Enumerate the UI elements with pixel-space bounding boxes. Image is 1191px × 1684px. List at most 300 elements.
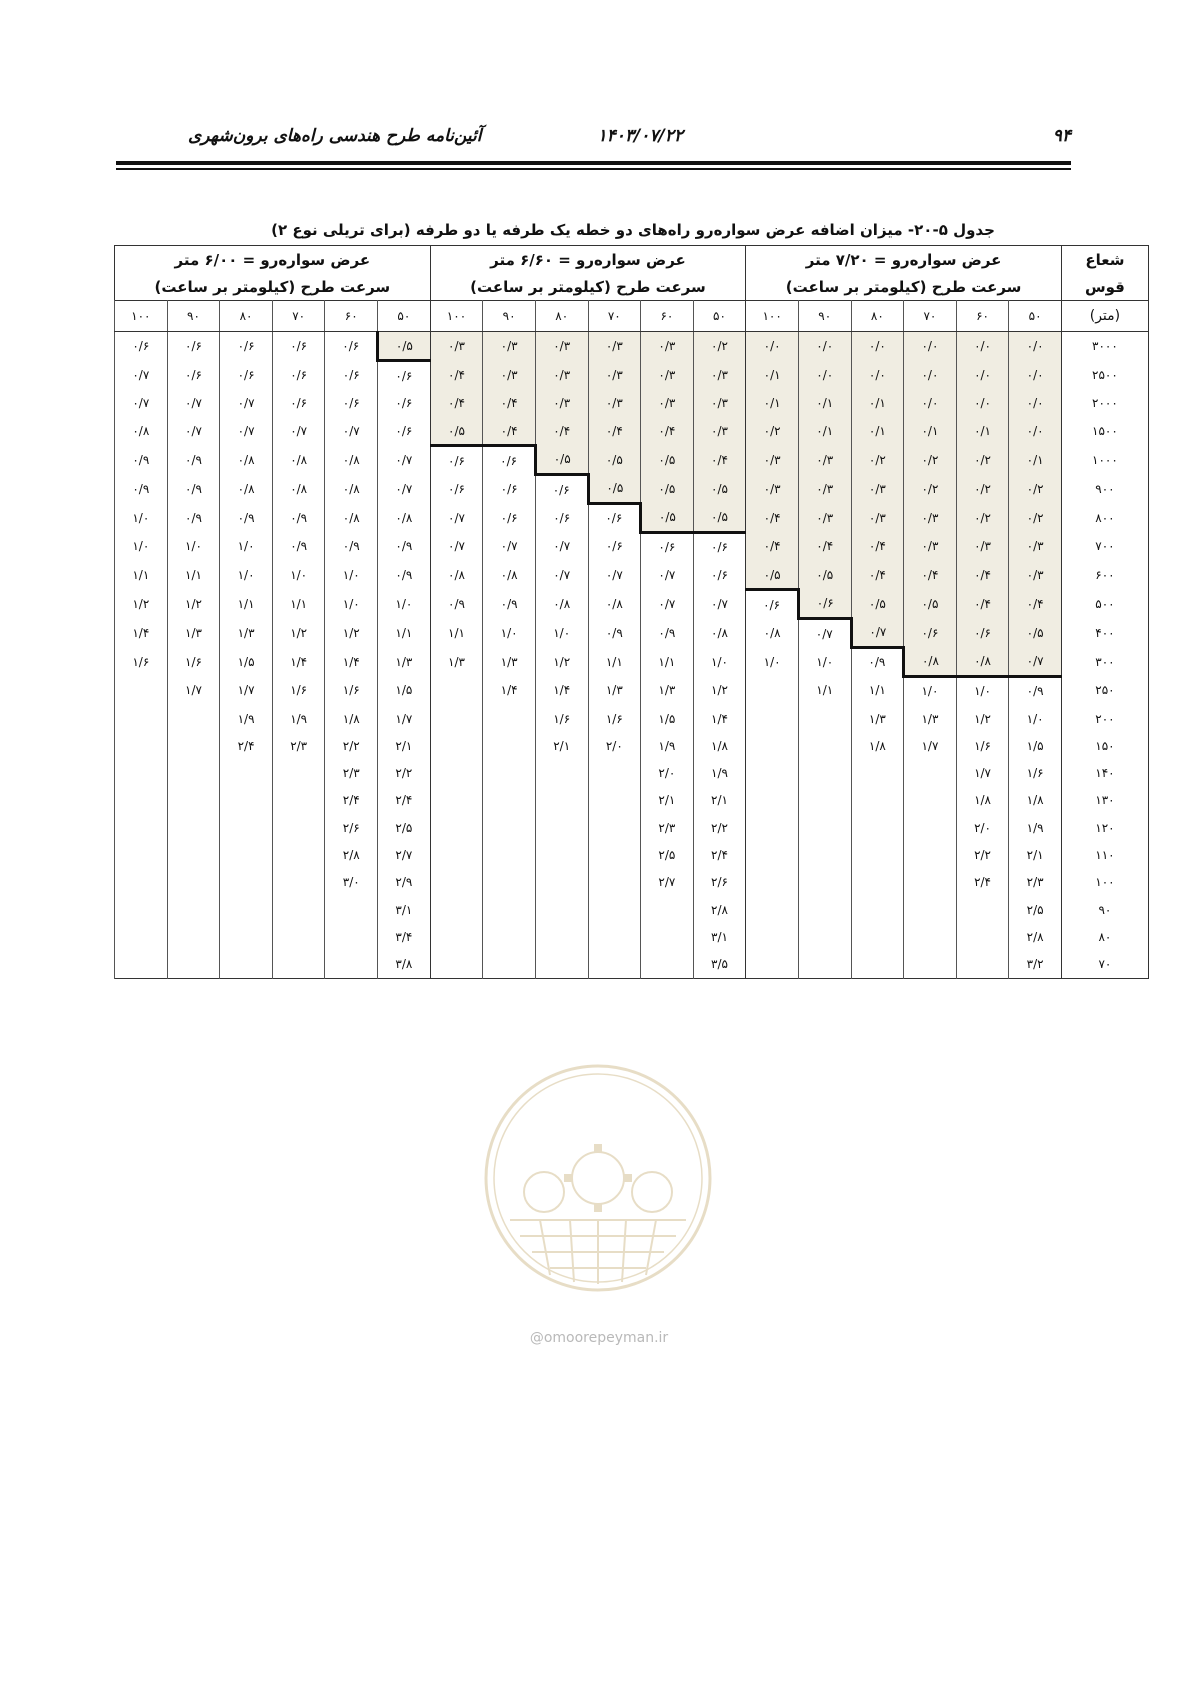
value-cell: ۲/۰ <box>588 732 641 759</box>
value-cell: ۰/۶ <box>798 590 851 619</box>
value-cell <box>167 869 220 896</box>
value-cell: ۳/۵ <box>693 951 746 979</box>
value-cell <box>904 923 957 950</box>
value-cell <box>430 759 483 786</box>
value-cell <box>588 759 641 786</box>
value-cell <box>588 869 641 896</box>
value-cell: ۰/۳ <box>1009 532 1062 561</box>
value-cell: ۲/۵ <box>378 814 431 841</box>
value-cell <box>904 951 957 979</box>
value-cell <box>430 841 483 868</box>
value-cell <box>430 814 483 841</box>
radius-cell: ۱۳۰ <box>1061 787 1148 814</box>
value-cell <box>272 869 325 896</box>
value-cell: ۱/۶ <box>167 647 220 676</box>
value-cell <box>167 759 220 786</box>
speed-header: ۵۰ <box>378 301 431 332</box>
value-cell <box>588 923 641 950</box>
value-cell: ۰/۴ <box>430 390 483 417</box>
value-cell: ۰/۳ <box>535 361 588 390</box>
value-cell <box>904 787 957 814</box>
value-cell <box>272 841 325 868</box>
value-cell <box>851 759 904 786</box>
value-cell: ۱/۰ <box>693 647 746 676</box>
value-cell: ۱/۳ <box>378 647 431 676</box>
value-cell: ۱/۳ <box>167 618 220 647</box>
value-cell: ۰/۷ <box>641 590 694 619</box>
value-cell: ۱/۴ <box>272 647 325 676</box>
value-cell: ۰/۶ <box>483 446 536 475</box>
value-cell: ۰/۶ <box>746 590 799 619</box>
radius-cell: ۷۰۰ <box>1061 532 1148 561</box>
value-cell: ۰/۳ <box>588 390 641 417</box>
value-cell: ۱/۰ <box>325 590 378 619</box>
value-cell: ۰/۳ <box>956 532 1009 561</box>
value-cell <box>430 869 483 896</box>
value-cell <box>746 705 799 732</box>
value-cell: ۰/۳ <box>430 332 483 361</box>
value-cell: ۰/۷ <box>272 417 325 446</box>
value-cell <box>167 923 220 950</box>
radius-cell: ۱۴۰ <box>1061 759 1148 786</box>
value-cell: ۰/۷ <box>115 390 168 417</box>
value-cell: ۲/۷ <box>641 869 694 896</box>
value-cell: ۰/۷ <box>798 618 851 647</box>
table-row <box>115 732 1149 759</box>
value-cell: ۰/۹ <box>588 618 641 647</box>
value-cell: ۰/۵ <box>904 590 957 619</box>
value-cell: ۰/۴ <box>1009 590 1062 619</box>
value-cell: ۱/۷ <box>220 676 273 705</box>
value-cell: ۰/۰ <box>904 361 957 390</box>
value-cell: ۱/۰ <box>115 532 168 561</box>
value-cell <box>904 869 957 896</box>
value-cell: ۱/۳ <box>904 705 957 732</box>
value-cell: ۰/۳ <box>588 361 641 390</box>
value-cell <box>167 814 220 841</box>
value-cell <box>167 705 220 732</box>
value-cell: ۰/۶ <box>272 390 325 417</box>
value-cell: ۱/۴ <box>115 618 168 647</box>
value-cell: ۰/۸ <box>430 561 483 590</box>
value-cell: ۱/۹ <box>1009 814 1062 841</box>
table-row <box>115 332 1149 361</box>
value-cell <box>904 814 957 841</box>
value-cell <box>167 732 220 759</box>
radius-cell: ۱۰۰۰ <box>1061 446 1148 475</box>
value-cell: ۰/۵ <box>693 503 746 532</box>
value-cell: ۰/۵ <box>641 503 694 532</box>
radius-cell: ۱۵۰ <box>1061 732 1148 759</box>
group-title-6-60: عرض سواره‌رو = ۶/۶۰ متر <box>430 246 746 274</box>
radius-cell: ۱۵۰۰ <box>1061 417 1148 446</box>
value-cell <box>430 676 483 705</box>
value-cell: ۱/۸ <box>1009 787 1062 814</box>
radius-cell: ۴۰۰ <box>1061 618 1148 647</box>
value-cell: ۰/۴ <box>535 417 588 446</box>
watermark-url: @omoorepeyman.ir <box>529 1330 669 1346</box>
radius-cell: ۱۱۰ <box>1061 841 1148 868</box>
value-cell: ۰/۹ <box>115 474 168 503</box>
value-cell: ۱/۳ <box>588 676 641 705</box>
value-cell <box>430 951 483 979</box>
value-cell: ۱/۸ <box>325 705 378 732</box>
value-cell: ۲/۷ <box>378 841 431 868</box>
radius-cell: ۱۲۰ <box>1061 814 1148 841</box>
value-cell: ۰/۷ <box>115 361 168 390</box>
value-cell: ۰/۵ <box>746 561 799 590</box>
value-cell <box>220 951 273 979</box>
value-cell: ۱/۰ <box>325 561 378 590</box>
speed-header: ۹۰ <box>167 301 220 332</box>
value-cell: ۰/۷ <box>641 561 694 590</box>
value-cell: ۲/۸ <box>693 896 746 923</box>
value-cell <box>798 759 851 786</box>
value-cell: ۱/۸ <box>956 787 1009 814</box>
value-cell: ۱/۶ <box>535 705 588 732</box>
value-cell: ۰/۸ <box>325 474 378 503</box>
value-cell <box>535 896 588 923</box>
value-cell <box>851 896 904 923</box>
radius-cell: ۶۰۰ <box>1061 561 1148 590</box>
group-subtitle-6-60: سرعت طرح (کیلومتر بر ساعت) <box>430 273 746 301</box>
value-cell: ۰/۳ <box>904 503 957 532</box>
value-cell <box>535 951 588 979</box>
value-cell <box>588 951 641 979</box>
value-cell: ۱/۱ <box>378 618 431 647</box>
value-cell: ۰/۰ <box>1009 361 1062 390</box>
value-cell: ۰/۶ <box>641 532 694 561</box>
value-cell <box>167 951 220 979</box>
value-cell: ۰/۶ <box>220 332 273 361</box>
value-cell: ۱/۲ <box>272 618 325 647</box>
document-title: آئین‌نامه طرح هندسی راه‌های برون‌شهری <box>188 126 482 146</box>
value-cell: ۰/۰ <box>956 332 1009 361</box>
value-cell: ۱/۲ <box>693 676 746 705</box>
value-cell: ۰/۳ <box>1009 561 1062 590</box>
value-cell <box>115 869 168 896</box>
value-cell: ۳/۸ <box>378 951 431 979</box>
value-cell: ۰/۹ <box>272 503 325 532</box>
value-cell: ۰/۶ <box>167 361 220 390</box>
table-row <box>115 618 1149 647</box>
value-cell: ۱/۸ <box>693 732 746 759</box>
value-cell <box>956 896 1009 923</box>
value-cell: ۱/۰ <box>167 532 220 561</box>
table-row <box>115 474 1149 503</box>
widening-table <box>114 245 1149 979</box>
value-cell <box>641 951 694 979</box>
value-cell: ۰/۷ <box>378 474 431 503</box>
value-cell <box>798 869 851 896</box>
value-cell <box>483 787 536 814</box>
value-cell: ۲/۰ <box>641 759 694 786</box>
value-cell <box>483 923 536 950</box>
value-cell: ۱/۰ <box>956 676 1009 705</box>
value-cell <box>588 787 641 814</box>
value-cell: ۰/۰ <box>746 332 799 361</box>
value-cell: ۰/۴ <box>798 532 851 561</box>
value-cell <box>798 951 851 979</box>
value-cell: ۰/۳ <box>535 390 588 417</box>
value-cell: ۰/۰ <box>1009 390 1062 417</box>
value-cell: ۰/۰ <box>851 332 904 361</box>
value-cell: ۱/۷ <box>167 676 220 705</box>
value-cell: ۰/۸ <box>325 446 378 475</box>
table-row <box>115 759 1149 786</box>
value-cell: ۰/۹ <box>851 647 904 676</box>
value-cell: ۰/۷ <box>588 561 641 590</box>
value-cell <box>746 841 799 868</box>
value-cell: ۱/۴ <box>535 676 588 705</box>
value-cell <box>798 787 851 814</box>
value-cell <box>483 869 536 896</box>
radius-cell: ۸۰ <box>1061 923 1148 950</box>
value-cell: ۲/۲ <box>956 841 1009 868</box>
value-cell: ۰/۱ <box>956 417 1009 446</box>
value-cell: ۱/۷ <box>904 732 957 759</box>
value-cell <box>430 896 483 923</box>
value-cell: ۰/۸ <box>483 561 536 590</box>
value-cell: ۱/۴ <box>483 676 536 705</box>
value-cell <box>851 869 904 896</box>
speed-header: ۶۰ <box>956 301 1009 332</box>
value-cell: ۰/۹ <box>167 474 220 503</box>
value-cell: ۲/۴ <box>693 841 746 868</box>
value-cell: ۱/۱ <box>430 618 483 647</box>
value-cell <box>325 896 378 923</box>
value-cell: ۲/۹ <box>378 869 431 896</box>
value-cell: ۰/۵ <box>641 446 694 475</box>
value-cell: ۰/۹ <box>220 503 273 532</box>
value-cell: ۰/۶ <box>325 332 378 361</box>
value-cell <box>115 787 168 814</box>
value-cell: ۰/۶ <box>588 503 641 532</box>
value-cell: ۰/۶ <box>167 332 220 361</box>
value-cell: ۰/۳ <box>693 361 746 390</box>
value-cell <box>167 841 220 868</box>
value-cell <box>798 814 851 841</box>
value-cell: ۰/۵ <box>588 474 641 503</box>
table-row <box>115 417 1149 446</box>
value-cell: ۰/۹ <box>115 446 168 475</box>
value-cell: ۰/۳ <box>641 390 694 417</box>
value-cell: ۰/۱ <box>851 390 904 417</box>
value-cell: ۱/۶ <box>588 705 641 732</box>
value-cell <box>535 814 588 841</box>
header-rule-thin <box>116 168 1071 170</box>
speed-header: ۱۰۰ <box>430 301 483 332</box>
value-cell: ۰/۳ <box>904 532 957 561</box>
value-cell: ۰/۷ <box>220 390 273 417</box>
table-row <box>115 787 1149 814</box>
value-cell <box>483 951 536 979</box>
value-cell: ۰/۹ <box>483 590 536 619</box>
value-cell: ۰/۵ <box>588 446 641 475</box>
value-cell: ۰/۷ <box>378 446 431 475</box>
value-cell: ۰/۹ <box>167 503 220 532</box>
value-cell: ۱/۲ <box>167 590 220 619</box>
value-cell: ۰/۴ <box>641 417 694 446</box>
value-cell: ۰/۵ <box>693 474 746 503</box>
radius-header-line2: قوس <box>1061 273 1148 301</box>
radius-cell: ۵۰۰ <box>1061 590 1148 619</box>
value-cell: ۰/۶ <box>430 474 483 503</box>
value-cell: ۳/۴ <box>378 923 431 950</box>
table-row <box>115 814 1149 841</box>
value-cell: ۱/۹ <box>641 732 694 759</box>
radius-cell: ۳۰۰۰ <box>1061 332 1148 361</box>
value-cell <box>851 923 904 950</box>
value-cell: ۰/۵ <box>535 446 588 475</box>
value-cell: ۰/۳ <box>746 446 799 475</box>
value-cell <box>588 814 641 841</box>
value-cell: ۰/۶ <box>693 532 746 561</box>
value-cell: ۰/۶ <box>904 618 957 647</box>
value-cell <box>430 787 483 814</box>
value-cell: ۲/۴ <box>956 869 1009 896</box>
value-cell <box>430 732 483 759</box>
radius-cell: ۲۰۰ <box>1061 705 1148 732</box>
speed-header: ۶۰ <box>641 301 694 332</box>
value-cell <box>746 923 799 950</box>
value-cell <box>115 951 168 979</box>
radius-header-unit: (متر) <box>1061 301 1148 332</box>
table-caption: جدول ۵-۲۰- میزان اضافه عرض سواره‌رو راه‌های دو خطه یک طرفه یا دو طرفه (برای تریلی نوع ۲) <box>271 221 995 239</box>
value-cell: ۰/۴ <box>588 417 641 446</box>
value-cell <box>588 841 641 868</box>
value-cell <box>115 676 168 705</box>
value-cell <box>272 787 325 814</box>
value-cell: ۱/۰ <box>378 590 431 619</box>
group-subtitle-6-00: سرعت طرح (کیلومتر بر ساعت) <box>154 277 391 296</box>
value-cell: ۰/۹ <box>1009 676 1062 705</box>
value-cell <box>325 923 378 950</box>
value-cell: ۰/۰ <box>798 332 851 361</box>
speed-header: ۹۰ <box>798 301 851 332</box>
value-cell: ۰/۰ <box>904 390 957 417</box>
value-cell <box>588 896 641 923</box>
value-cell: ۲/۴ <box>220 732 273 759</box>
value-cell: ۰/۷ <box>220 417 273 446</box>
value-cell <box>115 896 168 923</box>
value-cell: ۲/۳ <box>641 814 694 841</box>
value-cell: ۱/۹ <box>693 759 746 786</box>
value-cell: ۰/۶ <box>272 361 325 390</box>
value-cell: ۱/۳ <box>641 676 694 705</box>
value-cell: ۱/۰ <box>220 532 273 561</box>
value-cell: ۰/۲ <box>1009 474 1062 503</box>
value-cell: ۱/۰ <box>272 561 325 590</box>
value-cell: ۰/۱ <box>798 390 851 417</box>
value-cell: ۱/۴ <box>693 705 746 732</box>
table-row <box>115 390 1149 417</box>
value-cell: ۲/۴ <box>378 787 431 814</box>
value-cell: ۱/۳ <box>851 705 904 732</box>
radius-cell: ۹۰۰ <box>1061 474 1148 503</box>
value-cell: ۱/۰ <box>535 618 588 647</box>
value-cell: ۱/۰ <box>1009 705 1062 732</box>
value-cell: ۱/۰ <box>746 647 799 676</box>
value-cell <box>746 869 799 896</box>
value-cell: ۰/۹ <box>378 532 431 561</box>
value-cell <box>483 814 536 841</box>
value-cell: ۰/۶ <box>272 332 325 361</box>
value-cell: ۰/۵ <box>378 332 431 361</box>
value-cell <box>798 705 851 732</box>
radius-header-line1: شعاع <box>1061 246 1148 274</box>
value-cell <box>115 705 168 732</box>
table-row <box>115 446 1149 475</box>
value-cell: ۰/۳ <box>483 332 536 361</box>
value-cell <box>272 951 325 979</box>
value-cell <box>641 896 694 923</box>
speed-header: ۷۰ <box>904 301 957 332</box>
value-cell <box>115 923 168 950</box>
value-cell: ۱/۱ <box>851 676 904 705</box>
value-cell <box>904 759 957 786</box>
value-cell <box>641 923 694 950</box>
value-cell: ۰/۱ <box>798 417 851 446</box>
value-cell: ۰/۳ <box>693 390 746 417</box>
value-cell <box>746 676 799 705</box>
value-cell: ۲/۸ <box>1009 923 1062 950</box>
value-cell: ۱/۵ <box>378 676 431 705</box>
value-cell: ۰/۰ <box>798 361 851 390</box>
value-cell <box>167 787 220 814</box>
value-cell <box>167 896 220 923</box>
value-cell: ۲/۴ <box>325 787 378 814</box>
value-cell: ۲/۳ <box>1009 869 1062 896</box>
value-cell: ۰/۷ <box>325 417 378 446</box>
value-cell: ۰/۲ <box>956 503 1009 532</box>
value-cell <box>483 705 536 732</box>
value-cell: ۲/۸ <box>325 841 378 868</box>
group-title-7-20: عرض سواره‌رو = ۷/۲۰ متر <box>746 246 1062 274</box>
value-cell: ۲/۲ <box>325 732 378 759</box>
value-cell: ۰/۶ <box>378 361 431 390</box>
value-cell: ۰/۹ <box>430 590 483 619</box>
value-cell: ۰/۵ <box>798 561 851 590</box>
value-cell: ۰/۹ <box>325 532 378 561</box>
value-cell: ۱/۰ <box>220 561 273 590</box>
value-cell <box>535 869 588 896</box>
value-cell: ۰/۸ <box>956 647 1009 676</box>
value-cell: ۰/۳ <box>535 332 588 361</box>
value-cell: ۰/۳ <box>483 361 536 390</box>
value-cell: ۱/۱ <box>798 676 851 705</box>
radius-cell: ۲۰۰۰ <box>1061 390 1148 417</box>
table-row <box>115 361 1149 390</box>
value-cell: ۱/۰ <box>115 503 168 532</box>
value-cell <box>851 951 904 979</box>
value-cell: ۰/۸ <box>272 446 325 475</box>
value-cell: ۰/۰ <box>956 390 1009 417</box>
value-cell <box>272 896 325 923</box>
value-cell: ۰/۰ <box>1009 417 1062 446</box>
value-cell: ۰/۶ <box>483 503 536 532</box>
page-number: ۹۴ <box>1052 126 1071 146</box>
value-cell: ۳/۱ <box>378 896 431 923</box>
radius-cell: ۱۰۰ <box>1061 869 1148 896</box>
value-cell: ۱/۲ <box>956 705 1009 732</box>
value-cell: ۰/۷ <box>430 503 483 532</box>
radius-cell: ۲۵۰ <box>1061 676 1148 705</box>
value-cell: ۱/۸ <box>851 732 904 759</box>
value-cell <box>746 951 799 979</box>
value-cell <box>220 787 273 814</box>
value-cell: ۰/۶ <box>325 361 378 390</box>
